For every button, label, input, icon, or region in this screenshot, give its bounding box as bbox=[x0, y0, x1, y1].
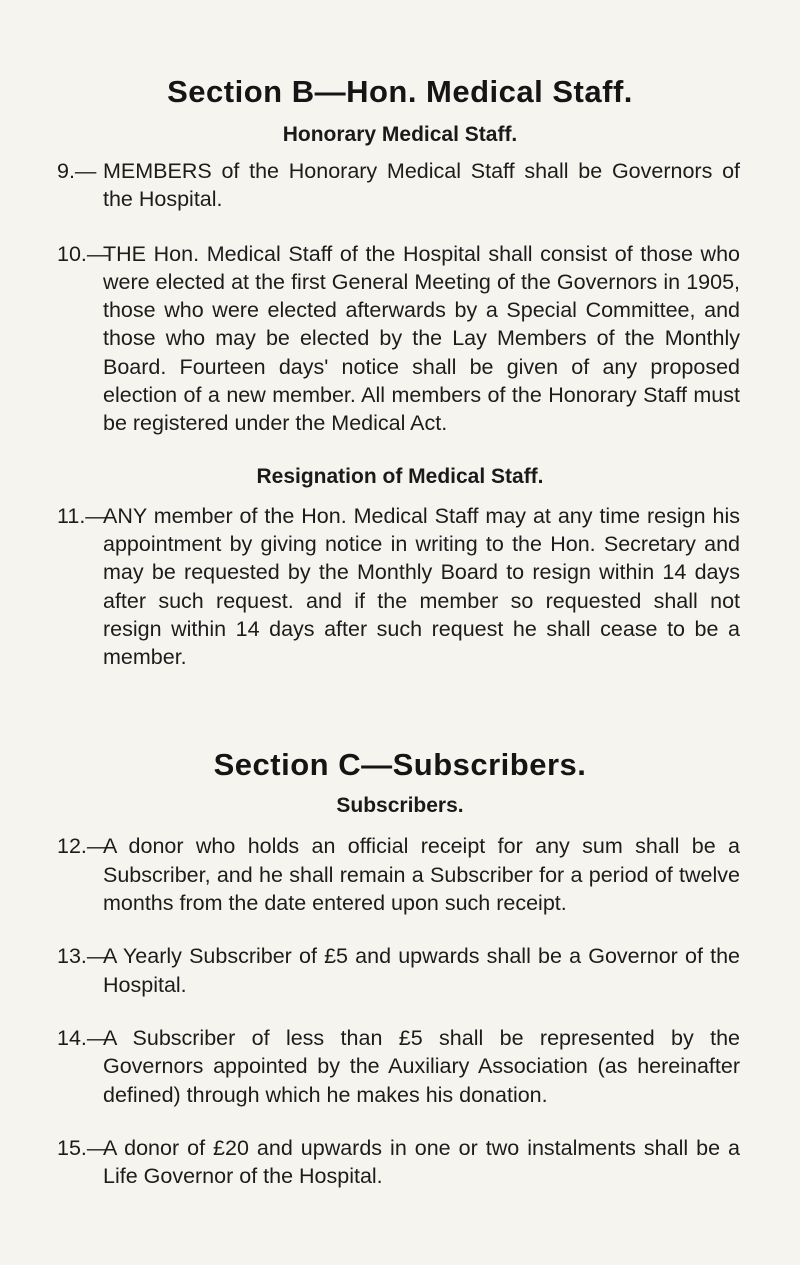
resignation-subheading: Resignation of Medical Staff. bbox=[256, 464, 544, 488]
rule-12-text: A donor who holds an official receipt for any sum shall be a Subscriber, and he shall remain a Subscriber for a period of twelve months from the date entered upon such receipt. bbox=[103, 834, 740, 916]
rule-10-text: THE Hon. Medical Staff of the Hospital shall consist of those who were elected at the first General Meeting of the Governors in 1905, those who were elected afterwards by a Special Committee, and those who may be elected by the Lay Members of the Monthly Board. Fourteen days' notice shall be given of any proposed election of a new member. All members of the Honorary Staff must be registered under the Medical Act. bbox=[103, 241, 740, 436]
rule-14 bbox=[0, 1024, 800, 1109]
rule-9 bbox=[0, 157, 800, 214]
rule-14-text: A Subscriber of less than £5 shall be represented by the Governors appointed by the Auxiliary Association (as hereinafter defined) through which he makes his donation. bbox=[103, 1025, 740, 1107]
rule-15-text: A donor of £20 and upwards in one or two instalments shall be a Life Governor of the Hospital. bbox=[103, 1135, 740, 1189]
rule-11-number: 11.— bbox=[57, 503, 107, 528]
rule-14-number: 14.— bbox=[57, 1025, 109, 1050]
rule-10 bbox=[0, 240, 800, 438]
rule-13-text: A Yearly Subscriber of £5 and upwards shall be a Governor of the Hospital. bbox=[103, 944, 740, 997]
rule-11-text: ANY member of the Hon. Medical Staff may at any time resign his appointment by giving notice in writing to the Hon. Secretary and may be requested by the Monthly Board to resign within 14 days after such request. and if the member so requested shall not resign within 14 days after such request he shall cease to be a member. bbox=[103, 503, 740, 670]
rule-9-text: MEMBERS of the Honorary Medical Staff shall be Governors of the Hospital. bbox=[103, 159, 740, 212]
rule-15 bbox=[0, 1134, 800, 1191]
section-c-heading: Section C—Subscribers. bbox=[213, 747, 587, 783]
subscribers-subheading: Subscribers. bbox=[336, 794, 464, 818]
rule-15-number: 15.— bbox=[57, 1135, 109, 1160]
rule-10-number: 10.— bbox=[57, 241, 109, 266]
rule-13 bbox=[0, 942, 800, 999]
rule-12-number: 12.— bbox=[57, 834, 109, 859]
section-b-heading: Section B—Hon. Medical Staff. bbox=[167, 74, 633, 109]
rule-9-number: 9.— bbox=[57, 159, 97, 183]
rule-12 bbox=[0, 832, 800, 917]
honorary-staff-subheading: Honorary Medical Staff. bbox=[282, 123, 518, 146]
rule-11 bbox=[0, 502, 800, 672]
rule-13-number: 13.— bbox=[57, 944, 109, 969]
